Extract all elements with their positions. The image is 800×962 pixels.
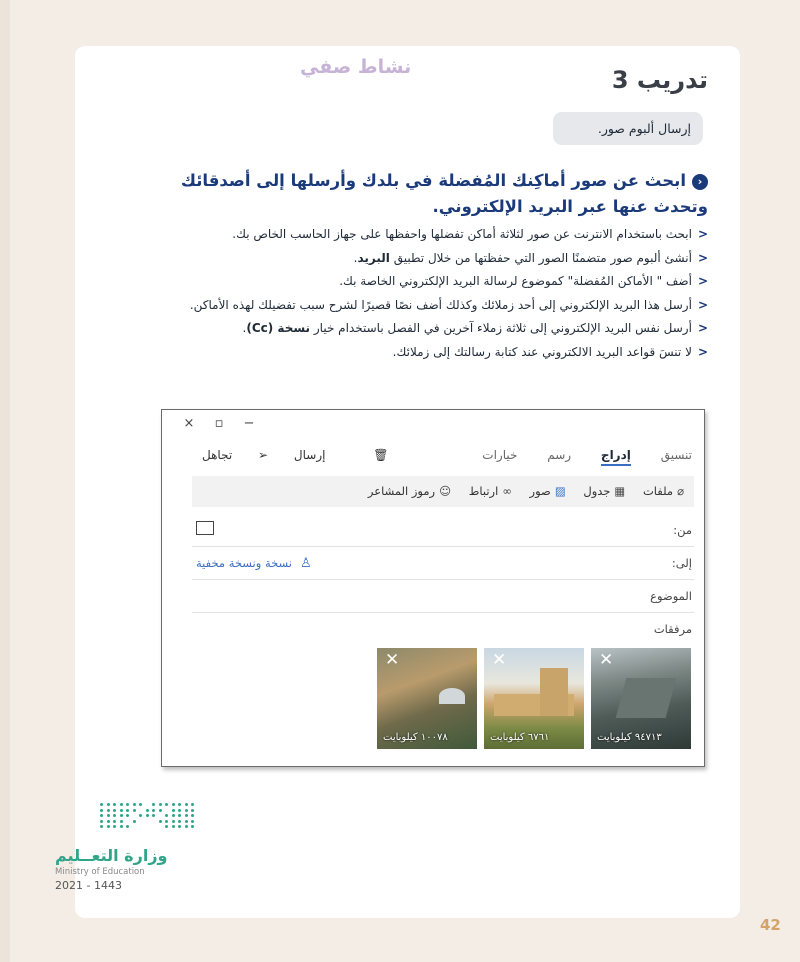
tab-options[interactable]: خيارات (482, 448, 518, 462)
attachment-size: ١٠٠٧٨ كيلوبايت (383, 732, 448, 743)
logo-dot (172, 803, 175, 806)
logo-dot (185, 803, 188, 806)
step-text: لا تنسَ قواعد البريد الالكتروني عند كتابة رسالتك إلى زملائك. (392, 344, 692, 359)
restore-icon[interactable]: ▫ (214, 416, 224, 431)
trash-icon: 🗑 (373, 448, 389, 462)
logo-dot (107, 809, 110, 812)
training-title: تدريب 3 (611, 66, 708, 94)
logo-dot (113, 825, 116, 828)
logo-dot (100, 803, 103, 806)
logo-dot (172, 820, 175, 823)
photo-detail (540, 668, 568, 716)
cc-bcc-link[interactable] (196, 547, 312, 580)
tool-label: صور (529, 484, 551, 498)
step-item (148, 247, 708, 271)
logo-dot (139, 803, 142, 806)
close-icon[interactable]: × (183, 416, 195, 431)
logo-dot (107, 820, 110, 823)
section-tag: نشاط صفي (300, 56, 412, 78)
step-text: أنشئ ألبوم صور متضمنًا الصور التي حفظتها من خلال تطبيق (389, 250, 692, 265)
chevron-left-icon: < (697, 321, 708, 335)
logo-dot (146, 809, 149, 812)
logo-dot (126, 814, 129, 817)
tab-format[interactable]: تنسيق (660, 448, 692, 462)
ribbon-menu (162, 446, 704, 474)
tab-insert[interactable]: إدراج (601, 448, 631, 466)
logo-dot (120, 809, 123, 812)
step-text: أرسل هذا البريد الإلكتروني إلى أحد زملائك وكذلك أضف نصًا قصيرًا لشرح سبب تفضيلك لهذه الأماكن. (189, 297, 692, 312)
ministry-name-en: Ministry of Education (55, 867, 145, 877)
logo-dot (191, 820, 194, 823)
attachment-thumbnail[interactable] (377, 648, 477, 749)
emoji-icon: ☺ (439, 484, 452, 498)
subject-label: الموضوع (650, 589, 692, 603)
step-item (148, 317, 708, 341)
from-row (192, 514, 694, 547)
logo-dot (191, 803, 194, 806)
send-label: إرسال (293, 448, 326, 462)
ministry-name-ar: وزارة التعــليم (55, 846, 168, 865)
steps-list (148, 223, 708, 364)
step-text: ابحث باستخدام الانترنت عن صور لثلاثة أماكن تفضلها واحفظها على جهاز الحاسب الخاص بك. (232, 227, 692, 241)
logo-dot (100, 814, 103, 817)
logo-dot (100, 820, 103, 823)
logo-dot (133, 809, 136, 812)
logo-dot (165, 825, 168, 828)
remove-attachment-icon[interactable]: ✕ (599, 650, 614, 670)
chevron-left-icon: < (697, 344, 708, 359)
remove-attachment-icon[interactable]: ✕ (492, 650, 507, 670)
logo-dot (165, 820, 168, 823)
step-item (148, 294, 708, 318)
chevron-bullet-icon: ‹ (692, 174, 708, 190)
page-side-strip (0, 0, 10, 962)
goal-pill: إرسال ألبوم صور. (553, 112, 703, 145)
logo-dot (191, 814, 194, 817)
tool-label: رموز المشاعر (367, 484, 436, 498)
photo-detail (439, 688, 465, 704)
logo-dot (146, 814, 149, 817)
table-icon: ▦ (614, 484, 626, 498)
logo-dot (178, 825, 181, 828)
logo-dot (178, 809, 181, 812)
logo-dot (107, 803, 110, 806)
window-controls (174, 416, 264, 431)
send-icon: ➢ (258, 448, 269, 462)
logo-dot (152, 814, 155, 817)
logo-dot (165, 814, 168, 817)
logo-dot (133, 820, 136, 823)
insert-emoji-button[interactable] (368, 476, 451, 507)
logo-dot (139, 814, 142, 817)
logo-dot (165, 803, 168, 806)
attachment-size: ٩٤٧١٣ كيلوبايت (597, 732, 662, 743)
paperclip-icon: ⌀ (677, 484, 684, 498)
from-label: من: (673, 523, 692, 537)
cc-bcc-label: نسخة ونسخة مخفية (196, 556, 292, 570)
logo-dot (185, 814, 188, 817)
logo-dot (120, 803, 123, 806)
ribbon-actions (202, 448, 433, 462)
step-text: . (242, 321, 247, 335)
page-number: 42 (760, 916, 781, 934)
ribbon-tabs (456, 448, 692, 462)
logo-dot (172, 814, 175, 817)
link-icon: ∞ (502, 484, 512, 498)
discard-label: تجاهل (202, 448, 233, 462)
logo-dot (107, 825, 110, 828)
attach-files-button[interactable] (643, 476, 684, 507)
remove-attachment-icon[interactable]: ✕ (385, 650, 400, 670)
logo-dot (178, 820, 181, 823)
logo-dot (152, 809, 155, 812)
logo-dot (185, 820, 188, 823)
logo-dot (126, 803, 129, 806)
tool-label: ارتباط (468, 484, 499, 498)
logo-dot (113, 820, 116, 823)
chevron-left-icon: < (697, 250, 708, 265)
send-button[interactable] (258, 448, 347, 462)
step-bold: نسخة (Cc) (246, 321, 311, 335)
logo-dot (120, 814, 123, 817)
step-text: أرسل نفس البريد الإلكتروني إلى ثلاثة زملاء آخرين في الفصل باستخدام خيار (310, 321, 692, 335)
to-label: إلى: (671, 556, 692, 570)
step-bold: البريد (357, 250, 390, 265)
logo-dot (172, 825, 175, 828)
step-text: . (353, 250, 358, 265)
chevron-left-icon: < (697, 297, 708, 312)
attachment-size: ٦٧٦١ كيلوبايت (490, 732, 550, 743)
insert-link-button[interactable] (469, 476, 512, 507)
tab-draw[interactable]: رسم (547, 448, 572, 462)
logo-dot (191, 825, 194, 828)
mail-compose-window (161, 409, 705, 767)
step-item (148, 223, 708, 247)
task-heading-text: ابحث عن صور أماكِنك المُفضلة في بلدك وأرسلها إلى أصدقائك وتحدث عنها عبر البريد الإلكتروني. (180, 171, 708, 216)
insert-pictures-button[interactable] (530, 476, 566, 507)
account-icon[interactable] (196, 521, 214, 535)
logo-dot (159, 803, 162, 806)
ministry-year: 2021 - 1443 (55, 879, 122, 892)
logo-dot (159, 820, 162, 823)
to-row[interactable] (192, 547, 694, 580)
logo-dot (178, 803, 181, 806)
logo-dot (159, 809, 162, 812)
tool-label: ملفات (642, 484, 674, 498)
logo-dot (113, 803, 116, 806)
attachment-thumbnail[interactable] (484, 648, 584, 749)
logo-dot (126, 809, 129, 812)
person-icon: ♙ (300, 556, 312, 571)
attachment-thumbnail[interactable] (591, 648, 691, 749)
logo-dot (120, 820, 123, 823)
logo-dot (120, 825, 123, 828)
attachments-list (377, 648, 693, 749)
minimize-icon[interactable]: − (243, 416, 255, 431)
logo-dot (178, 814, 181, 817)
photo-detail (616, 678, 677, 718)
attachments-label: مرفقات (653, 622, 692, 636)
logo-dot (191, 809, 194, 812)
step-item (148, 270, 708, 294)
tool-label: جدول (583, 484, 611, 498)
logo-dot (113, 809, 116, 812)
logo-dot (152, 803, 155, 806)
chevron-left-icon: < (697, 227, 708, 241)
logo-dot (100, 809, 103, 812)
insert-toolbar (192, 476, 694, 507)
task-heading (148, 168, 708, 220)
logo-dot (185, 809, 188, 812)
image-icon: ▨ (554, 484, 566, 498)
logo-dot (185, 825, 188, 828)
logo-dot (126, 825, 129, 828)
logo-dot (100, 825, 103, 828)
chevron-left-icon: < (697, 274, 708, 288)
logo-dot (107, 814, 110, 817)
subject-row[interactable] (192, 580, 694, 613)
logo-dot (133, 803, 136, 806)
logo-dot (113, 814, 116, 817)
step-text: أضف " الأماكن المُفضلة" كموضوع لرسالة البريد الإلكتروني الخاصة بك. (339, 274, 692, 288)
logo-dot (172, 809, 175, 812)
insert-table-button[interactable] (583, 476, 625, 507)
step-item (148, 341, 708, 365)
